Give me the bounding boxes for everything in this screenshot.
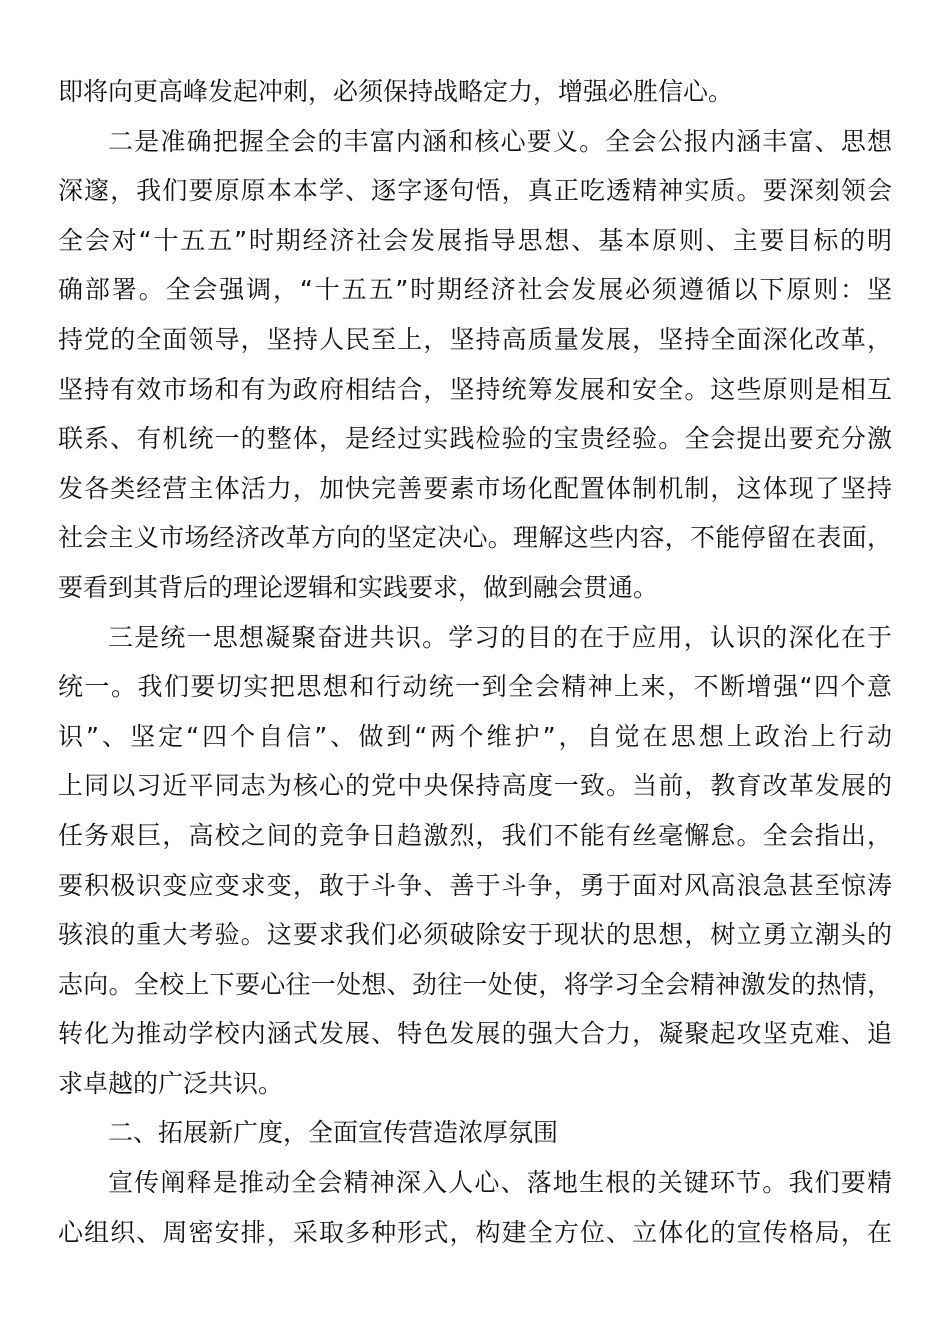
document-page <box>58 67 892 1257</box>
text-line: 志向。全校上下要心往一处想、劲往一处使，将学习全会精神激发的热情， <box>58 969 892 999</box>
text-line: 识”、坚定“四个自信”、做到“两个维护”，自觉在思想上政治上行动 <box>58 721 892 751</box>
paragraph <box>58 67 892 117</box>
text-line: 转化为推动学校内涵式发展、特色发展的强大合力，凝聚起攻坚克难、追 <box>58 1019 892 1049</box>
text-line: 发各类经营主体活力，加快完善要素市场化配置体制机制，这体现了坚持 <box>58 473 892 503</box>
text-line: 持党的全面领导，坚持人民至上，坚持高质量发展，坚持全面深化改革， <box>58 324 892 354</box>
text-line: 即将向更高峰发起冲刺，必须保持战略定力，增强必胜信心。 <box>58 77 734 106</box>
text-line: 上同以习近平同志为核心的党中央保持高度一致。当前，教育改革发展的 <box>58 771 892 801</box>
text-line: 宣传阐释是推动全会精神深入人心、落地生根的关键环节。我们要精 <box>108 1168 892 1198</box>
text-line: 深邃，我们要原原本本学、逐字逐句悟，真正吃透精神实质。要深刻领会 <box>58 176 892 206</box>
section-heading <box>58 1108 892 1158</box>
text-line: 二、拓展新广度，全面宣传营造浓厚氛围 <box>108 1118 559 1148</box>
text-line: 三是统一思想凝聚奋进共识。学习的目的在于应用，认识的深化在于 <box>108 622 892 652</box>
text-line: 社会主义市场经济改革方向的坚定决心。理解这些内容，不能停留在表面， <box>58 523 892 553</box>
text-line: 确部署。全会强调，“十五五”时期经济社会发展必须遵循以下原则：坚 <box>58 275 892 305</box>
text-line: 统一。我们要切实把思想和行动统一到全会精神上来，不断增强“四个意 <box>58 672 892 702</box>
paragraph <box>58 117 892 613</box>
text-line: 任务艰巨，高校之间的竞争日趋激烈，我们不能有丝毫懈怠。全会指出， <box>58 820 892 850</box>
text-line: 二是准确把握全会的丰富内涵和核心要义。全会公报内涵丰富、思想 <box>108 126 892 156</box>
text-line: 心组织、周密安排，采取多种形式，构建全方位、立体化的宣传格局，在 <box>58 1217 892 1247</box>
text-line: 骇浪的重大考验。这要求我们必须破除安于现状的思想，树立勇立潮头的 <box>58 920 892 950</box>
paragraph <box>58 613 892 1109</box>
paragraph <box>58 1158 892 1257</box>
text-line: 求卓越的广泛共识。 <box>58 1068 284 1098</box>
text-line: 要看到其背后的理论逻辑和实践要求，做到融会贯通。 <box>58 572 659 602</box>
text-line: 坚持有效市场和有为政府相结合，坚持统筹发展和安全。这些原则是相互 <box>58 374 892 404</box>
text-line: 全会对“十五五”时期经济社会发展指导思想、基本原则、主要目标的明 <box>58 225 892 255</box>
text-line: 要积极识变应变求变，敢于斗争、善于斗争，勇于面对风高浪急甚至惊涛 <box>58 870 892 900</box>
text-line: 联系、有机统一的整体，是经过实践检验的宝贵经验。全会提出要充分激 <box>58 424 892 454</box>
